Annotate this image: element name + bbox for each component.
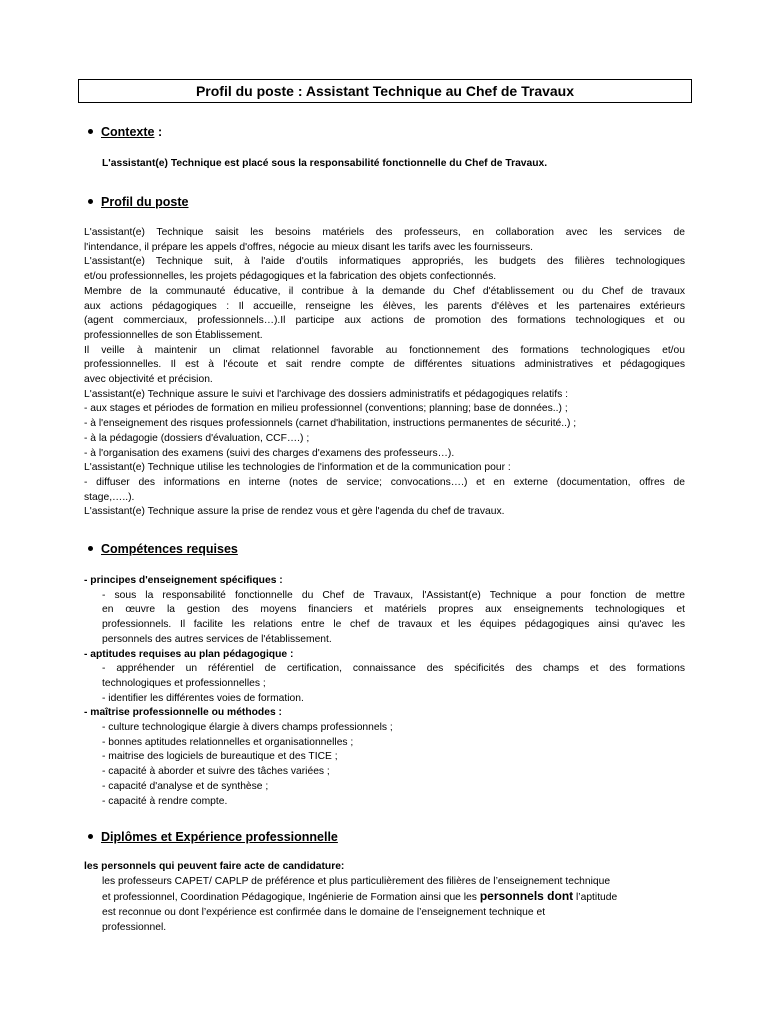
profil-line: professionnelles de son Établissement. [84,329,263,341]
contexte-heading-text: Contexte [101,125,155,139]
profil-line: - diffuser des informations en interne (notes de service; convocations….) et en externe (documentation, offres de [84,476,685,488]
bullet-icon [88,834,93,839]
profil-line: Il veille à maintenir un climat relationnel favorable au fonctionnement des formations technologiques et/ou [84,344,685,356]
competence-item: - identifier les différentes voies de formation. [102,692,304,704]
profil-line: L'assistant(e) Technique saisit les besoins matériels des professeurs, en collaboration avec les services de [84,227,685,238]
profil-line: - à l'organisation des examens (suivi des charges d'examens des professeurs…). [84,447,455,459]
competence-item: - capacité d'analyse et de synthèse ; [102,780,269,792]
profil-line: - à la pédagogie (dossiers d'évaluation, CCF….) ; [84,432,310,444]
competence-item: en œuvre la gestion des moyens financiers et matériels propres aux enseignements technologiques et [102,604,685,616]
bullet-icon [88,129,93,134]
competence-category: - aptitudes requises au plan pédagogique : [84,648,294,660]
bullet-icon [88,199,93,204]
diplomes-emphasis: personnels dont [479,889,574,904]
diplomes-heading-text: Diplômes et Expérience professionnelle [101,830,338,844]
competences-heading-text: Compétences requises [101,542,238,556]
competences-list [84,574,685,809]
competence-item: - bonnes aptitudes relationnelles et organisationnelles ; [102,736,354,748]
section-heading-contexte [88,125,162,139]
section-heading-profil [88,195,189,209]
competence-item: - sous la responsabilité fonctionnelle du Chef de Travaux, l'Assistant(e) Technique a pour fonction de mettre [102,589,685,601]
competence-item: - culture technologique élargie à divers champs professionnels ; [102,722,393,734]
profil-line: Membre de la communauté éducative, il contribue à la demande du Chef d'établissement ou du Chef de travaux [84,285,685,297]
competence-category: - maîtrise professionnelle ou méthodes : [84,707,282,719]
competence-item: - capacité à rendre compte. [102,795,228,807]
profil-line: aux actions pédagogiques : Il accueille, renseigne les élèves, les parents d'élèves et les partenaires extérieurs [84,300,685,312]
diplomes-line: les professeurs CAPET/ CAPLP de préférence et plus particulièrement des filières de l’enseignement technique [102,875,611,887]
competence-item: professionnels. Il facilite les relations entre le chef de travaux et les équipes pédagogiques ainsi qu'avec les [102,619,685,631]
competence-item: technologiques et professionnelles ; [102,677,266,689]
competence-item: - capacité à aborder et suivre des tâches variées ; [102,766,330,778]
section-heading-diplomes [88,830,338,844]
diplomes-line-part: et professionnel, Coordination Pédagogique, Ingénierie de Formation ainsi que les [102,892,480,904]
diplomes-line-part: l’aptitude [573,892,618,904]
profil-line: L'assistant(e) Technique utilise les technologies de l'information et de la communication pour : [84,462,511,474]
diplomes-paragraph [84,860,685,936]
competence-item: personnels des autres services de l'établissement. [102,633,332,645]
competence-item: - maitrise des logiciels de bureautique et des TICE ; [102,751,338,763]
profil-line: avec objectivité et précision. [84,374,213,386]
profil-line: - à l'enseignement des risques professionnels (carnet d'habilitation, instructions permanentes de sécurité..) ; [84,418,577,430]
bullet-icon [88,546,93,551]
contexte-heading-colon: : [154,125,163,139]
profil-line: (agent commerciaux, professionnels…).Il participe aux actions de promotion des formations technologiques et ou [84,315,685,327]
competence-category: - principes d'enseignement spécifiques : [84,575,283,586]
profil-line: L'assistant(e) Technique assure la prise de rendez vous et gère l'agenda du chef de travaux. [84,506,505,518]
diplomes-line: professionnel. [102,921,167,933]
profil-paragraph [84,226,685,520]
diplomes-intro: les personnels qui peuvent faire acte de candidature: [84,861,345,872]
profil-line: L'assistant(e) Technique suit, à l'aide d'outils informatiques appropriés, les budgets des filières technologiques [84,256,685,268]
contexte-paragraph: L'assistant(e) Technique est placé sous la responsabilité fonctionnelle du Chef de Travaux. [102,158,548,169]
profil-heading-text: Profil du poste [101,195,189,209]
profil-line: et/ou professionnelles, les projets pédagogiques et la fabrication des objets confectionnés. [84,271,497,283]
diplomes-line [84,889,685,906]
profil-line: - aux stages et périodes de formation en milieu professionnel (conventions; planning; base de données..) ; [84,403,568,415]
diplomes-line: est reconnue ou dont l’expérience est confirmée dans le domaine de l’enseignement technique et [102,907,546,919]
profil-line: L'assistant(e) Technique assure le suivi et l'archivage des dossiers administratifs et pédagogiques relatifs : [84,388,568,400]
section-heading-competences [88,542,238,556]
page-title: Profil du poste : Assistant Technique au Chef de Travaux [78,79,692,103]
competence-item: - appréhender un référentiel de certification, connaissance des spécificités des champs et des formations [102,663,685,675]
profil-line: l'intendance, il prépare les appels d'offres, négocie au mieux disant les tarifs avec les fournisseurs. [84,241,534,253]
profil-line: professionnelles. Il est à l'écoute et sait rendre compte de différentes situations administratives et pédagogiques [84,359,685,371]
profil-line: stage,…..). [84,491,135,503]
